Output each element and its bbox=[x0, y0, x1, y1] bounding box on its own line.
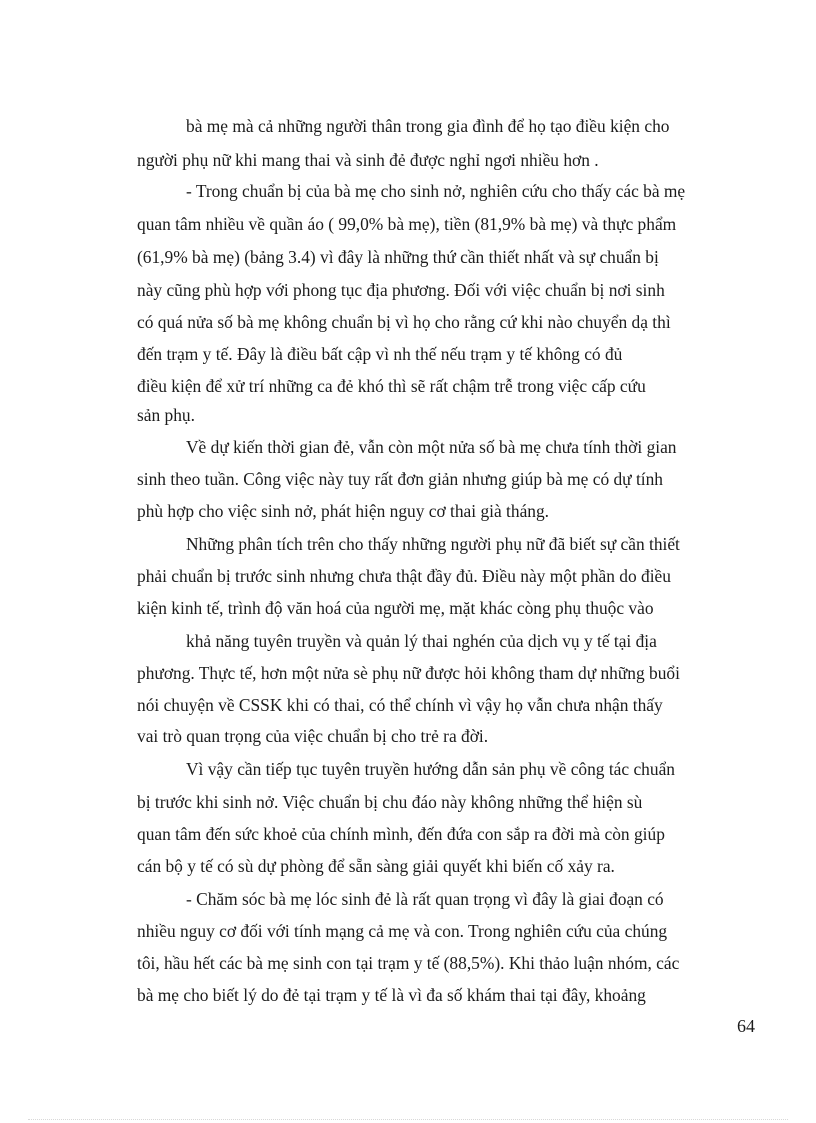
text-line: khả năng tuyên truyền và quản lý thai nghén của dịch vụ y tế tại địa bbox=[186, 631, 657, 651]
text-line: phải chuẩn bị trước sinh nhưng chưa thật đầy đủ. Điều này một phần do điều bbox=[137, 566, 671, 586]
text-line: này cũng phù hợp với phong tục địa phương. Đối với việc chuẩn bị nơi sinh bbox=[137, 280, 665, 300]
text-line: kiện kinh tế, trình độ văn hoá của người mẹ, mặt khác còng phụ thuộc vào bbox=[137, 598, 654, 618]
text-line: người phụ nữ khi mang thai và sinh đẻ được nghỉ ngơi nhiều hơn . bbox=[137, 150, 599, 170]
text-line: nói chuyện về CSSK khi có thai, có thể chính vì vậy họ vẫn chưa nhận thấy bbox=[137, 695, 663, 715]
text-line: Về dự kiến thời gian đẻ, vẫn còn một nửa số bà mẹ chưa tính thời gian bbox=[186, 437, 677, 457]
text-line: (61,9% bà mẹ) (bảng 3.4) vì đây là những thứ cần thiết nhất và sự chuẩn bị bbox=[137, 247, 659, 267]
text-line: quan tâm đến sức khoẻ của chính mình, đến đứa con sắp ra đời mà còn giúp bbox=[137, 824, 665, 844]
text-line: tôi, hầu hết các bà mẹ sinh con tại trạm y tế (88,5%). Khi thảo luận nhóm, các bbox=[137, 953, 680, 973]
text-line: điều kiện để xử trí những ca đẻ khó thì sẽ rất chậm trễ trong việc cấp cứu bbox=[137, 376, 646, 396]
text-line: nhiều nguy cơ đối với tính mạng cả mẹ và con. Trong nghiên cứu của chúng bbox=[137, 921, 668, 941]
text-line: phù hợp cho việc sinh nở, phát hiện nguy cơ thai già tháng. bbox=[137, 501, 550, 521]
text-line: Những phân tích trên cho thấy những người phụ nữ đã biết sự cần thiết bbox=[186, 534, 680, 554]
text-line: Vì vậy cần tiếp tục tuyên truyền hướng dẫn sản phụ về công tác chuẩn bbox=[186, 759, 675, 779]
text-line: - Trong chuẩn bị của bà mẹ cho sinh nở, nghiên cứu cho thấy các bà mẹ bbox=[186, 181, 686, 201]
text-line: quan tâm nhiều về quần áo ( 99,0% bà mẹ), tiền (81,9% bà mẹ) và thực phẩm bbox=[137, 214, 677, 234]
text-line: bà mẹ mà cả những người thân trong gia đình để họ tạo điều kiện cho bbox=[186, 116, 670, 136]
page-number: 64 bbox=[737, 1016, 755, 1036]
text-line: sinh theo tuần. Công việc này tuy rất đơn giản nhưng giúp bà mẹ có dự tính bbox=[137, 469, 664, 489]
text-line: - Chăm sóc bà mẹ lóc sinh đẻ là rất quan trọng vì đây là giai đoạn có bbox=[186, 889, 664, 909]
text-line: có quá nửa số bà mẹ không chuẩn bị vì họ cho rằng cứ khi nào chuyển dạ thì bbox=[137, 312, 671, 332]
text-line: phương. Thực tế, hơn một nửa sè phụ nữ được hỏi không tham dự những buổi bbox=[137, 663, 680, 683]
text-line: bà mẹ cho biết lý do đẻ tại trạm y tế là vì đa số khám thai tại đây, khoảng bbox=[137, 985, 646, 1005]
text-line: đến trạm y tế. Đây là điều bất cập vì nh thế nếu trạm y tế không có đủ bbox=[137, 344, 623, 364]
text-line: cán bộ y tế có sù dự phòng để sẵn sàng giải quyết khi biến cố xảy ra. bbox=[137, 856, 615, 876]
text-line: bị trước khi sinh nở. Việc chuẩn bị chu đáo này không những thể hiện sù bbox=[137, 792, 643, 812]
page-bottom-divider bbox=[28, 1119, 788, 1120]
text-line: sản phụ. bbox=[137, 405, 195, 425]
text-line: vai trò quan trọng của việc chuẩn bị cho trẻ ra đời. bbox=[137, 726, 489, 746]
